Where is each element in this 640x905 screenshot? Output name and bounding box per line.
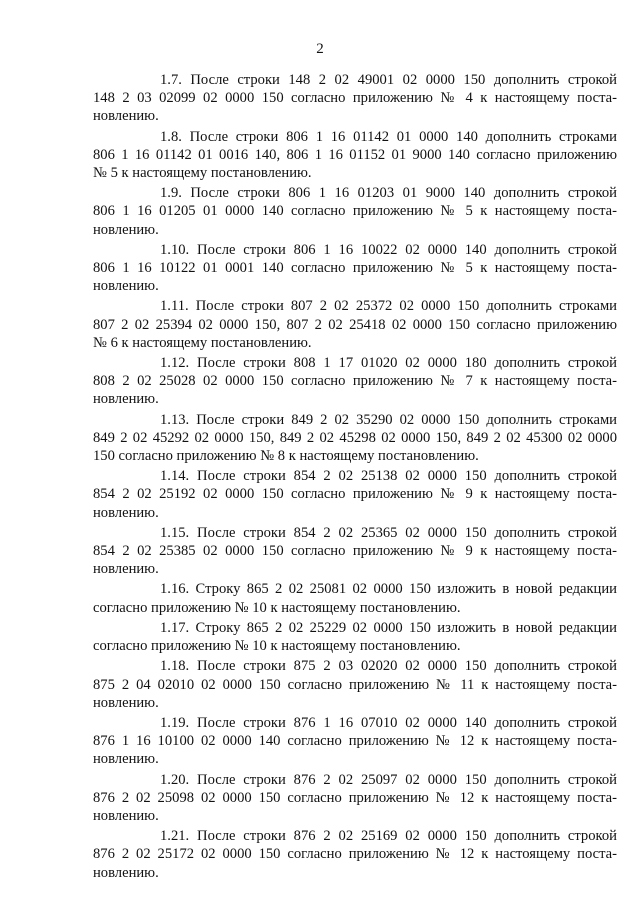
amendment-line: 1.8. После строки 806 1 16 01142 01 0000 140 дополнить строками xyxy=(160,128,617,145)
amendment-line: новлению. xyxy=(93,807,159,824)
amendment-item xyxy=(93,580,617,616)
amendment-line: новлению. xyxy=(93,221,159,238)
amendment-item xyxy=(93,524,617,579)
amendment-line: 1.10. После строки 806 1 16 10022 02 0000 140 дополнить строкой xyxy=(160,241,617,258)
amendment-line: 854 2 02 25192 02 0000 150 согласно приложению № 9 к настоящему поста- xyxy=(93,486,617,503)
amendment-line: 806 1 16 01205 01 0000 140 согласно приложению № 5 к настоящему поста- xyxy=(93,203,617,220)
amendment-line: 808 2 02 25028 02 0000 150 согласно приложению № 7 к настоящему поста- xyxy=(93,373,617,390)
amendment-line: новлению. xyxy=(93,391,159,408)
amendment-line: 1.9. После строки 806 1 16 01203 01 9000 140 дополнить строкой xyxy=(160,185,617,202)
amendment-line: 876 2 02 25172 02 0000 150 согласно приложению № 12 к настоящему поста- xyxy=(93,846,617,863)
amendment-line: 854 2 02 25385 02 0000 150 согласно приложению № 9 к настоящему поста- xyxy=(93,543,617,560)
amendment-item xyxy=(93,71,617,126)
amendment-line: 807 2 02 25394 02 0000 150, 807 2 02 25418 02 0000 150 согласно приложению xyxy=(93,316,617,333)
amendment-line: 849 2 02 45292 02 0000 150, 849 2 02 45298 02 0000 150, 849 2 02 45300 02 0000 xyxy=(93,429,617,446)
amendment-line: новлению. xyxy=(93,108,159,125)
amendment-line: 1.11. После строки 807 2 02 25372 02 0000 150 дополнить строками xyxy=(160,298,617,315)
amendment-item xyxy=(93,619,617,655)
amendment-line: новлению. xyxy=(93,278,159,295)
amendment-line: новлению. xyxy=(93,864,159,881)
amendment-item xyxy=(93,354,617,409)
amendment-line: 148 2 03 02099 02 0000 150 согласно приложению № 4 к настоящему поста- xyxy=(93,90,617,107)
amendment-line: 1.12. После строки 808 1 17 01020 02 0000 180 дополнить строкой xyxy=(160,355,617,372)
amendment-line: 1.18. После строки 875 2 03 02020 02 0000 150 дополнить строкой xyxy=(160,658,617,675)
amendment-line: 1.21. После строки 876 2 02 25169 02 0000 150 дополнить строкой xyxy=(160,828,617,845)
amendment-item xyxy=(93,411,617,466)
amendment-item xyxy=(93,827,617,882)
amendment-item xyxy=(93,241,617,296)
amendment-line: 876 2 02 25098 02 0000 150 согласно приложению № 12 к настоящему поста- xyxy=(93,789,617,806)
amendment-line: 806 1 16 10122 01 0001 140 согласно приложению № 5 к настоящему поста- xyxy=(93,260,617,277)
amendment-line: 1.17. Строку 865 2 02 25229 02 0000 150 изложить в новой редакции xyxy=(160,619,617,636)
amendment-line: 1.7. После строки 148 2 02 49001 02 0000 150 дополнить строкой xyxy=(160,72,617,88)
amendment-item xyxy=(93,771,617,826)
amendment-line: новлению. xyxy=(93,751,159,768)
amendment-line: 1.14. После строки 854 2 02 25138 02 0000 150 дополнить строкой xyxy=(160,468,617,485)
amendment-item xyxy=(93,184,617,239)
amendment-line: 875 2 04 02010 02 0000 150 согласно приложению № 11 к настоящему поста- xyxy=(93,676,617,693)
amendment-line: 1.15. После строки 854 2 02 25365 02 0000 150 дополнить строкой xyxy=(160,524,617,541)
amendment-item xyxy=(93,128,617,183)
amendment-line: согласно приложению № 10 к настоящему постановлению. xyxy=(93,599,461,616)
amendment-line: новлению. xyxy=(93,694,159,711)
amendment-item xyxy=(93,297,617,352)
amendment-line: 1.16. Строку 865 2 02 25081 02 0000 150 изложить в новой редакции xyxy=(160,581,617,598)
amendment-line: № 5 к настоящему постановлению. xyxy=(93,165,312,182)
amendment-line: № 6 к настоящему постановлению. xyxy=(93,334,312,351)
amendment-line: новлению. xyxy=(93,561,159,578)
amendment-item xyxy=(93,467,617,522)
page-number: 2 xyxy=(316,41,324,57)
amendment-line: согласно приложению № 10 к настоящему постановлению. xyxy=(93,638,461,655)
amendment-line: 1.20. После строки 876 2 02 25097 02 0000 150 дополнить строкой xyxy=(160,771,617,788)
amendment-item xyxy=(93,657,617,712)
amendment-item xyxy=(93,714,617,769)
amendment-line: 806 1 16 01142 01 0016 140, 806 1 16 01152 01 9000 140 согласно приложению xyxy=(93,146,617,163)
amendment-line: 876 1 16 10100 02 0000 140 согласно приложению № 12 к настоящему поста- xyxy=(93,733,617,750)
amendment-line: 1.19. После строки 876 1 16 07010 02 0000 140 дополнить строкой xyxy=(160,714,617,731)
amendment-line: 150 согласно приложению № 8 к настоящему постановлению. xyxy=(93,448,479,465)
amendment-list xyxy=(93,71,617,884)
amendment-line: новлению. xyxy=(93,504,159,521)
amendment-line: 1.13. После строки 849 2 02 35290 02 0000 150 дополнить строками xyxy=(160,411,617,428)
